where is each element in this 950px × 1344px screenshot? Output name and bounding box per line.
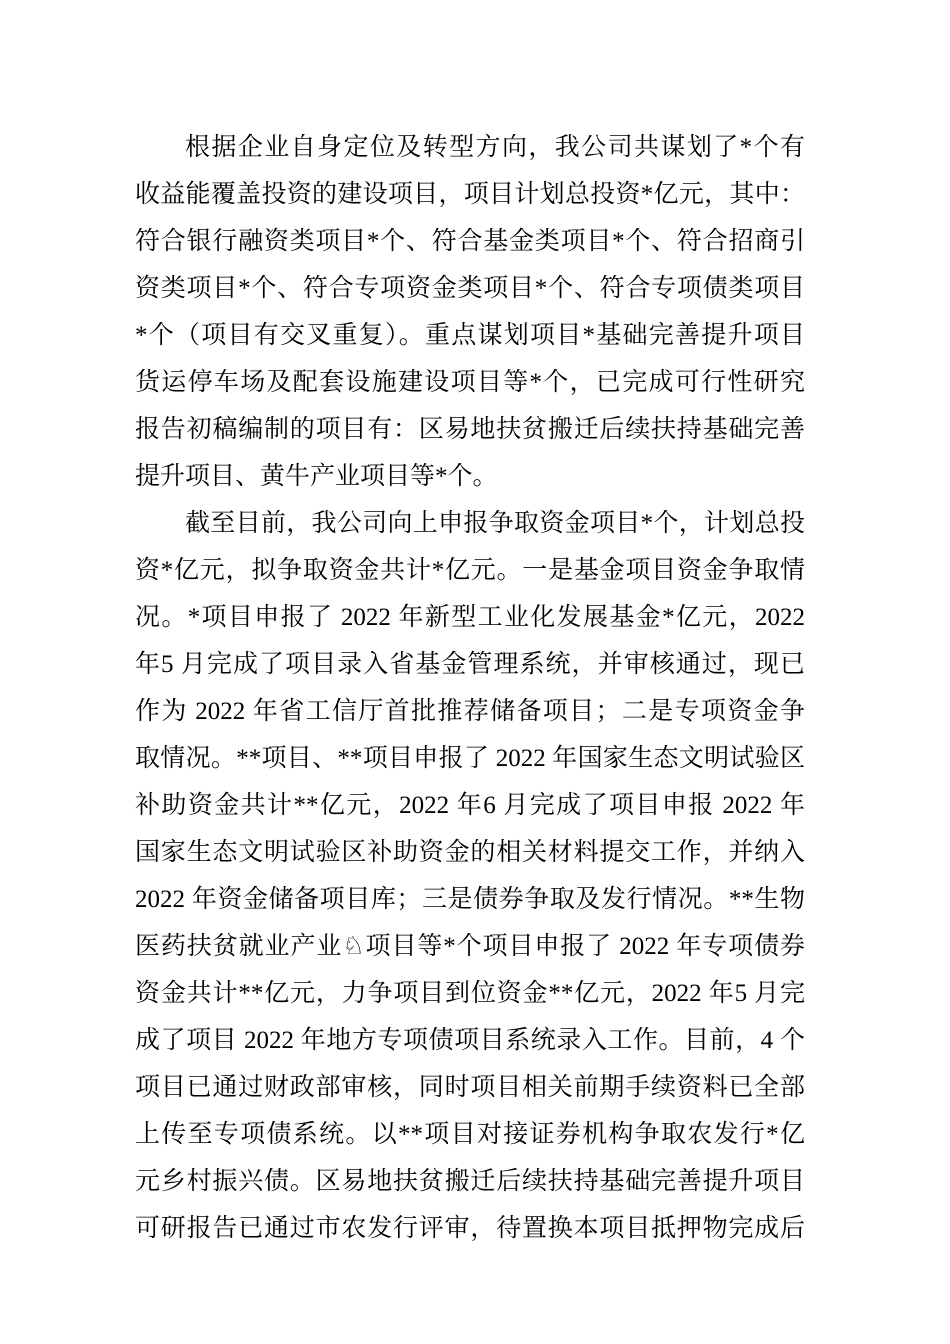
text-line: 2022 年资金储备项目库；三是债券争取及发行情况。**生物 <box>135 886 805 913</box>
text-line: 况。*项目申报了 2022 年新型工业化发展基金*亿元，2022 <box>135 604 805 631</box>
text-line: 符合银行融资类项目*个、符合基金类项目*个、符合招商引 <box>135 228 805 255</box>
text-line: 医药扶贫就业产业♘项目等*个项目申报了 2022 年专项债券 <box>135 933 805 960</box>
text-line: 项目已通过财政部审核，同时项目相关前期手续资料已全部 <box>135 1074 805 1101</box>
document-body <box>135 124 805 1252</box>
text-line: 元乡村振兴债。区易地扶贫搬迁后续扶持基础完善提升项目 <box>135 1168 805 1195</box>
text-line: 作为 2022 年省工信厅首批推荐储备项目；二是专项资金争 <box>135 698 805 725</box>
text-line: 提升项目、黄牛产业项目等*个。 <box>135 463 498 490</box>
text-line: 收益能覆盖投资的建设项目，项目计划总投资*亿元，其中： <box>135 181 805 208</box>
text-line: 资类项目*个、符合专项资金类项目*个、符合专项债类项目 <box>135 275 805 302</box>
paragraph <box>135 124 805 500</box>
text-line: 资*亿元，拟争取资金共计*亿元。一是基金项目资金争取情 <box>135 557 805 584</box>
text-line: 取情况。**项目、**项目申报了 2022 年国家生态文明试验区 <box>135 745 805 772</box>
text-line: 成了项目 2022 年地方专项债项目系统录入工作。目前，4 个 <box>135 1027 805 1054</box>
text-line: 上传至专项债系统。以**项目对接证券机构争取农发行*亿 <box>135 1121 805 1148</box>
text-line: 补助资金共计**亿元，2022 年6 月完成了项目申报 2022 年 <box>135 792 805 819</box>
text-line: 根据企业自身定位及转型方向，我公司共谋划了*个有 <box>185 134 805 161</box>
text-line: 货运停车场及配套设施建设项目等*个，已完成可行性研究 <box>135 369 805 396</box>
text-line: 截至目前，我公司向上申报争取资金项目*个，计划总投 <box>185 510 805 537</box>
paragraph <box>135 500 805 1252</box>
text-line: 资金共计**亿元，力争项目到位资金**亿元，2022 年5 月完 <box>135 980 805 1007</box>
text-line: 年5 月完成了项目录入省基金管理系统，并审核通过，现已 <box>135 651 805 678</box>
text-line: 国家生态文明试验区补助资金的相关材料提交工作，并纳入 <box>135 839 805 866</box>
text-line: *个（项目有交叉重复）。重点谋划项目*基础完善提升项目 <box>135 322 805 349</box>
text-line: 可研报告已通过市农发行评审，待置换本项目抵押物完成后 <box>135 1215 805 1242</box>
text-line: 报告初稿编制的项目有：区易地扶贫搬迁后续扶持基础完善 <box>135 416 805 443</box>
